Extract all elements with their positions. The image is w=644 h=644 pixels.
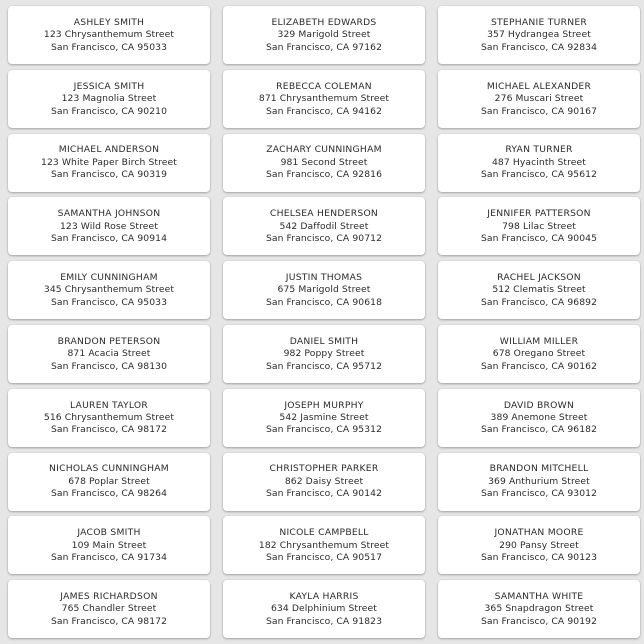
address-label bbox=[438, 453, 640, 511]
address-label bbox=[438, 389, 640, 447]
city-state-zip: San Francisco, CA 98130 bbox=[50, 360, 168, 372]
address-label bbox=[223, 325, 425, 383]
address-label bbox=[438, 70, 640, 128]
street-address: 345 Chrysanthemum Street bbox=[43, 284, 175, 296]
address-label bbox=[223, 261, 425, 319]
city-state-zip: San Francisco, CA 93012 bbox=[480, 488, 598, 500]
recipient-name: RACHEL JACKSON bbox=[497, 272, 581, 284]
city-state-zip: San Francisco, CA 90319 bbox=[50, 169, 168, 181]
city-state-zip: San Francisco, CA 90712 bbox=[265, 233, 383, 245]
address-label bbox=[223, 197, 425, 255]
city-state-zip: San Francisco, CA 90914 bbox=[50, 233, 168, 245]
street-address: 389 Anemone Street bbox=[490, 412, 588, 424]
street-address: 357 Hydrangea Street bbox=[487, 29, 591, 41]
city-state-zip: San Francisco, CA 96892 bbox=[480, 296, 598, 308]
address-label bbox=[438, 516, 640, 574]
address-label bbox=[8, 453, 210, 511]
street-address: 542 Daffodil Street bbox=[279, 220, 369, 232]
city-state-zip: San Francisco, CA 90618 bbox=[265, 296, 383, 308]
recipient-name: BRANDON MITCHELL bbox=[489, 463, 589, 475]
street-address: 871 Acacia Street bbox=[67, 348, 151, 360]
recipient-name: SAMANTHA WHITE bbox=[494, 591, 584, 603]
recipient-name: REBECCA COLEMAN bbox=[276, 80, 372, 92]
address-label bbox=[8, 134, 210, 192]
recipient-name: KAYLA HARRIS bbox=[289, 591, 359, 603]
recipient-name: LAUREN TAYLOR bbox=[69, 399, 149, 411]
address-label bbox=[438, 197, 640, 255]
street-address: 329 Marigold Street bbox=[277, 29, 371, 41]
city-state-zip: San Francisco, CA 95033 bbox=[50, 296, 168, 308]
address-label bbox=[8, 325, 210, 383]
city-state-zip: San Francisco, CA 91823 bbox=[265, 615, 383, 627]
city-state-zip: San Francisco, CA 90210 bbox=[50, 105, 168, 117]
city-state-zip: San Francisco, CA 96182 bbox=[480, 424, 598, 436]
street-address: 369 Anthurium Street bbox=[488, 475, 590, 487]
address-label bbox=[223, 70, 425, 128]
street-address: 634 Delphinium Street bbox=[270, 603, 378, 615]
recipient-name: ELIZABETH EDWARDS bbox=[271, 16, 377, 28]
city-state-zip: San Francisco, CA 92816 bbox=[265, 169, 383, 181]
street-address: 862 Daisy Street bbox=[284, 475, 364, 487]
street-address: 123 Magnolia Street bbox=[61, 93, 157, 105]
label-grid bbox=[8, 6, 643, 638]
city-state-zip: San Francisco, CA 95712 bbox=[265, 360, 383, 372]
street-address: 123 White Paper Birch Street bbox=[41, 156, 177, 168]
recipient-name: BRANDON PETERSON bbox=[57, 335, 161, 347]
city-state-zip: San Francisco, CA 90123 bbox=[480, 552, 598, 564]
street-address: 675 Marigold Street bbox=[277, 284, 371, 296]
recipient-name: CHELSEA HENDERSON bbox=[269, 208, 379, 220]
street-address: 871 Chrysanthemum Street bbox=[258, 93, 390, 105]
city-state-zip: San Francisco, CA 97162 bbox=[265, 41, 383, 53]
street-address: 487 Hyacinth Street bbox=[491, 156, 587, 168]
recipient-name: EMILY CUNNINGHAM bbox=[60, 272, 158, 284]
city-state-zip: San Francisco, CA 90192 bbox=[480, 615, 598, 627]
street-address: 982 Poppy Street bbox=[283, 348, 365, 360]
address-label bbox=[8, 70, 210, 128]
street-address: 512 Clematis Street bbox=[492, 284, 586, 296]
street-address: 182 Chrysanthemum Street bbox=[258, 539, 390, 551]
recipient-name: JOSEPH MURPHY bbox=[284, 399, 364, 411]
city-state-zip: San Francisco, CA 95312 bbox=[265, 424, 383, 436]
address-label bbox=[438, 134, 640, 192]
recipient-name: SAMANTHA JOHNSON bbox=[57, 208, 161, 220]
city-state-zip: San Francisco, CA 90162 bbox=[480, 360, 598, 372]
address-label bbox=[223, 580, 425, 638]
address-label bbox=[8, 580, 210, 638]
address-label bbox=[223, 453, 425, 511]
city-state-zip: San Francisco, CA 98264 bbox=[50, 488, 168, 500]
recipient-name: JENNIFER PATTERSON bbox=[487, 208, 591, 220]
city-state-zip: San Francisco, CA 95612 bbox=[480, 169, 598, 181]
address-label bbox=[8, 389, 210, 447]
address-label bbox=[438, 580, 640, 638]
street-address: 765 Chandler Street bbox=[61, 603, 157, 615]
city-state-zip: San Francisco, CA 90142 bbox=[265, 488, 383, 500]
address-label bbox=[8, 197, 210, 255]
recipient-name: MICHAEL ALEXANDER bbox=[486, 80, 592, 92]
recipient-name: JAMES RICHARDSON bbox=[60, 591, 158, 603]
street-address: 109 Main Street bbox=[71, 539, 147, 551]
street-address: 981 Second Street bbox=[280, 156, 368, 168]
recipient-name: NICHOLAS CUNNINGHAM bbox=[49, 463, 169, 475]
street-address: 365 Snapdragon Street bbox=[484, 603, 594, 615]
city-state-zip: San Francisco, CA 98172 bbox=[50, 615, 168, 627]
address-label bbox=[223, 389, 425, 447]
recipient-name: JUSTIN THOMAS bbox=[285, 272, 363, 284]
address-label bbox=[223, 516, 425, 574]
street-address: 542 Jasmine Street bbox=[279, 412, 369, 424]
street-address: 798 Lilac Street bbox=[502, 220, 576, 232]
street-address: 290 Pansy Street bbox=[499, 539, 579, 551]
address-label bbox=[8, 261, 210, 319]
city-state-zip: San Francisco, CA 90167 bbox=[480, 105, 598, 117]
street-address: 123 Chrysanthemum Street bbox=[43, 29, 175, 41]
recipient-name: RYAN TURNER bbox=[505, 144, 573, 156]
recipient-name: JONATHAN MOORE bbox=[494, 527, 584, 539]
recipient-name: ZACHARY CUNNINGHAM bbox=[266, 144, 382, 156]
street-address: 516 Chrysanthemum Street bbox=[43, 412, 175, 424]
recipient-name: STEPHANIE TURNER bbox=[490, 16, 588, 28]
recipient-name: JACOB SMITH bbox=[77, 527, 141, 539]
street-address: 678 Poplar Street bbox=[68, 475, 150, 487]
address-label bbox=[223, 134, 425, 192]
street-address: 276 Muscari Street bbox=[494, 93, 584, 105]
city-state-zip: San Francisco, CA 95033 bbox=[50, 41, 168, 53]
address-label bbox=[438, 6, 640, 64]
address-label bbox=[438, 325, 640, 383]
recipient-name: CHRISTOPHER PARKER bbox=[269, 463, 379, 475]
recipient-name: NICOLE CAMPBELL bbox=[279, 527, 369, 539]
city-state-zip: San Francisco, CA 94162 bbox=[265, 105, 383, 117]
street-address: 678 Oregano Street bbox=[492, 348, 586, 360]
city-state-zip: San Francisco, CA 91734 bbox=[50, 552, 168, 564]
address-label bbox=[223, 6, 425, 64]
recipient-name: MICHAEL ANDERSON bbox=[58, 144, 160, 156]
address-label bbox=[8, 516, 210, 574]
recipient-name: ASHLEY SMITH bbox=[73, 16, 145, 28]
recipient-name: WILLIAM MILLER bbox=[499, 335, 579, 347]
street-address: 123 Wild Rose Street bbox=[59, 220, 159, 232]
city-state-zip: San Francisco, CA 90517 bbox=[265, 552, 383, 564]
city-state-zip: San Francisco, CA 98172 bbox=[50, 424, 168, 436]
recipient-name: JESSICA SMITH bbox=[73, 80, 145, 92]
address-label bbox=[8, 6, 210, 64]
city-state-zip: San Francisco, CA 92834 bbox=[480, 41, 598, 53]
recipient-name: DAVID BROWN bbox=[503, 399, 575, 411]
city-state-zip: San Francisco, CA 90045 bbox=[480, 233, 598, 245]
recipient-name: DANIEL SMITH bbox=[289, 335, 359, 347]
address-label bbox=[438, 261, 640, 319]
